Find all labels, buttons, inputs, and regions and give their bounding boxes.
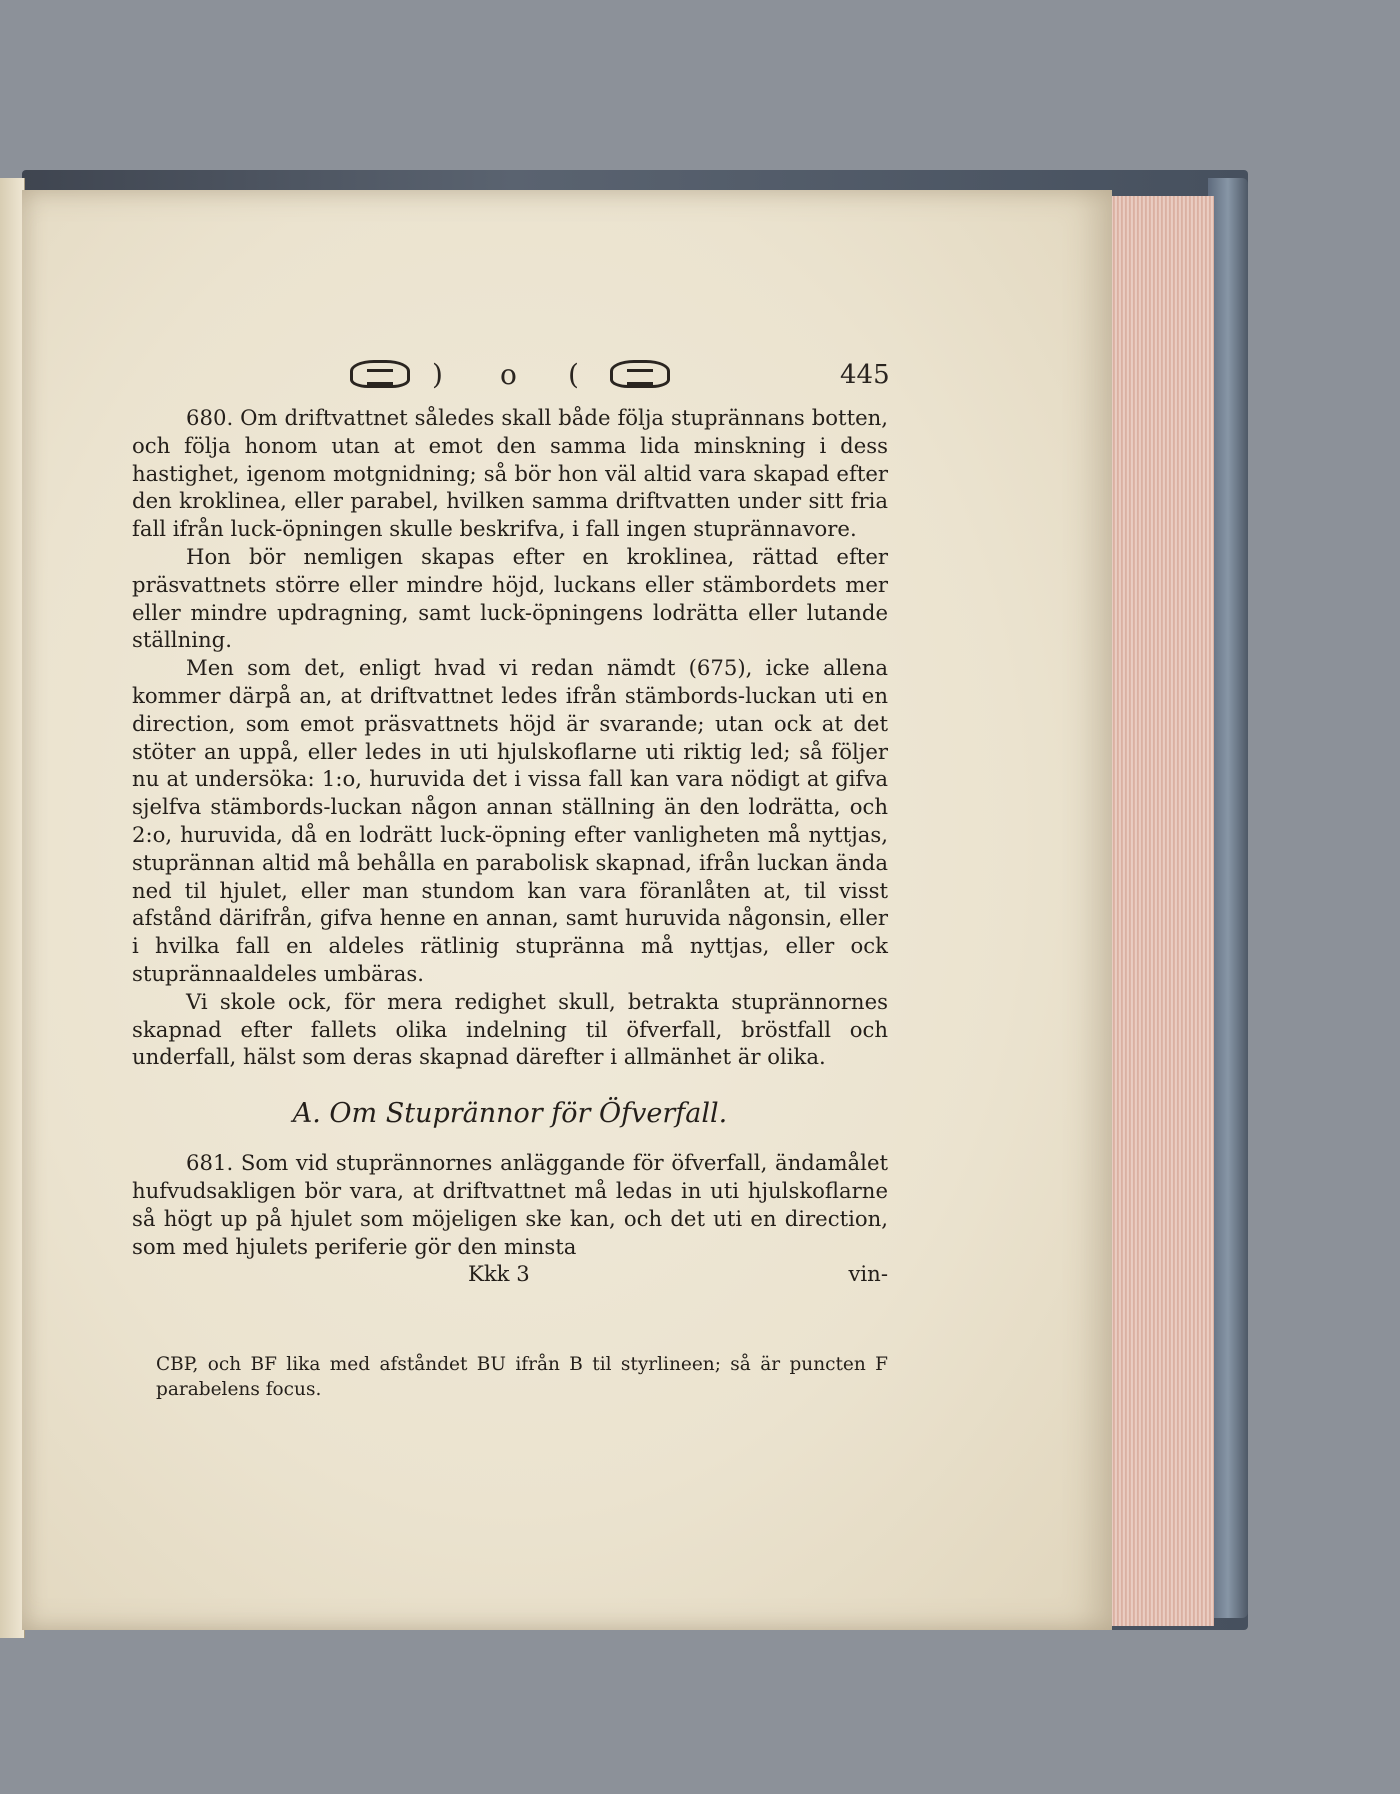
page-edges [1100, 196, 1214, 1626]
paragraph: Men som det, enligt hvad vi redan nämdt (675), icke allena kommer därpå an, at driftvattnet ledes ifrån stämbords-luckan uti en direction, som emot präsvattnets höjd är svarande; utan ock at det stöter an uppå, eller ledes in uti hjulskoflarne uti riktig led; så följer nu at undersöka: 1:o, huruvida det i vissa fall kan vara nödigt at gifva sjelfva stämbords-luckan någon annan ställning än den lodrätta, och 2:o, huruvida, då en lodrätt luck-öpning efter vanligheten må nyttjas, stuprännan altid må behålla en parabolisk skapnad, ifrån luckan ända ned til hjulet, eller man stundom kan vara föranlåten at, til visst afstånd därifrån, gifva henne en annan, samt huruvida någonsin, eller i hvilka fall en aldeles rätlinig stupränna må nyttjas, eller ock stuprännaaldeles umbäras. [132, 655, 888, 986]
catchword: vin- [848, 1261, 888, 1287]
running-header [350, 358, 900, 394]
footnote: CBP, och BF lika med afståndet BU ifrån B til styrlineen; så är puncten F parabelens focus. [156, 1354, 888, 1400]
ornament-left-icon [350, 360, 410, 388]
header-paren-left: ) [432, 358, 443, 391]
paragraph: Hon bör nemligen skapas efter en kroklinea, rättad efter präsvattnets större eller mindre höjd, luckans eller stämbordets mer eller mindre updragning, samt luck-öpningens lodrätta eller lutande ställning. [132, 543, 888, 653]
header-center-mark: o [500, 358, 517, 391]
signature-row [132, 1260, 888, 1288]
header-paren-right: ( [568, 358, 579, 391]
body-text [132, 404, 888, 1288]
page-number: 445 [840, 360, 890, 390]
paragraph-680: 680. Om driftvattnet således skall både följa stuprännans botten, och följa honom utan at emot den samma lida minskning i dess hastighet, igenom motgnidning; så bör hon väl altid vara skapad efter den kroklinea, eller parabel, hvilken samma driftvatten under sitt fria fall ifrån luck-öpningen skulle beskrifva, i fall ingen stuprännavore. [132, 405, 888, 542]
section-heading: A. Om Stuprännor för Öfverfall. [292, 1098, 728, 1130]
ornament-right-icon [610, 360, 670, 388]
paragraph-681: 681. Som vid stuprännornes anläggande för öfverfall, ändamålet hufvudsakligen bör vara, at driftvattnet må ledas in uti hjulskoflarne så högt up på hjulet som möjeligen ske kan, och det uti en direction, som med hjulets periferie gör den minsta [132, 1150, 888, 1259]
cover-edge [1208, 178, 1248, 1618]
signature-mark: Kkk 3 [468, 1261, 530, 1287]
paragraph: Vi skole ock, för mera redighet skull, betrakta stuprännornes skapnad efter fallets olika indelning til öfverfall, bröstfall och underfall, hälst som deras skapnad därefter i allmänhet är olika. [132, 988, 888, 1070]
